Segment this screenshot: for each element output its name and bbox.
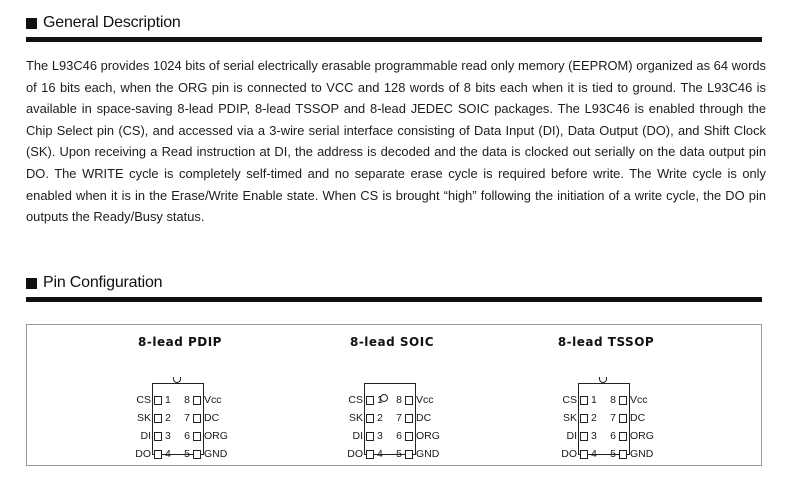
right-pin	[394, 447, 464, 461]
pin-configuration-header	[26, 272, 762, 302]
pin-name: Vcc	[204, 394, 222, 406]
pin-number: 8	[396, 394, 402, 406]
pin-lead-icon	[580, 414, 588, 423]
pin-number: 6	[396, 430, 402, 442]
pin-lead-icon	[580, 450, 588, 459]
general-description-text: The L93C46 provides 1024 bits of serial electrically erasable programmable read only memory (EEPROM) organized as 64 words of 16 bits each, when the ORG pin is connected to VCC and 128 words of 8 bits each when it is tied to ground. The L93C46 is available in space-saving 8-lead PDIP, 8-lead TSSOP and 8-lead JEDEC SOIC packages. The L93C46 is enabled through the Chip Select pin (CS), and accessed via a 3-wire serial interface consisting of Data Input (DI), Data Output (DO), and Shift Clock (SK). Upon receiving a Read instruction at DI, the address is decoded and the data is clocked out serially on the data output pin DO. The WRITE cycle is completely self-timed and no separate erase cycle is required before write. The Write cycle is only enabled when it is in the Erase/Write Enable state. When CS is brought “high” following the initiation of a write cycle, the DO pin outputs the Ready/Busy status.	[26, 58, 766, 225]
pin-number: 1	[377, 394, 383, 406]
pin-lead-icon	[366, 450, 374, 459]
pin-lead-icon	[366, 414, 374, 423]
pin-lead-icon	[366, 432, 374, 441]
right-pin	[394, 411, 464, 425]
general-description-header	[26, 12, 762, 42]
pin-name: SK	[348, 412, 363, 424]
pin-lead-icon	[154, 414, 162, 423]
right-pin	[182, 393, 252, 407]
pin-lead-icon	[154, 432, 162, 441]
pin-lead-icon	[619, 450, 627, 459]
pin-number: 4	[591, 448, 597, 460]
pin-number: 2	[591, 412, 597, 424]
pin-number: 6	[610, 430, 616, 442]
pin-lead-icon	[405, 414, 413, 423]
pin-name: DI	[140, 430, 151, 442]
pin-name: GND	[416, 448, 440, 460]
pin-lead-icon	[366, 396, 374, 405]
left-pin	[325, 429, 385, 443]
left-pin	[539, 447, 599, 461]
pin-number: 3	[591, 430, 597, 442]
section-marker-icon	[26, 18, 37, 29]
pin-name: GND	[204, 448, 228, 460]
pin-lead-icon	[619, 414, 627, 423]
left-pin	[539, 429, 599, 443]
pin-lead-icon	[405, 432, 413, 441]
pin-number: 7	[610, 412, 616, 424]
pin-number: 5	[396, 448, 402, 460]
pin-number: 1	[591, 394, 597, 406]
pin-name: DC	[416, 412, 432, 424]
pin-lead-icon	[405, 450, 413, 459]
pin-lead-icon	[405, 396, 413, 405]
right-pin	[608, 429, 678, 443]
section-title: Pin Configuration	[43, 274, 163, 291]
left-pin	[113, 393, 173, 407]
pin-name: DC	[204, 412, 220, 424]
chip-outline	[119, 377, 237, 461]
package-diagram	[521, 335, 691, 460]
pin-number: 4	[377, 448, 383, 460]
pin-name: DO	[347, 448, 363, 460]
left-pin	[113, 411, 173, 425]
pin-number: 8	[610, 394, 616, 406]
pin-number: 7	[184, 412, 190, 424]
pin-number: 5	[610, 448, 616, 460]
pin-name: CS	[348, 394, 363, 406]
right-pin	[608, 393, 678, 407]
pin-name: SK	[136, 412, 151, 424]
pin-number: 2	[377, 412, 383, 424]
left-pin	[325, 393, 385, 407]
pin-lead-icon	[193, 450, 201, 459]
pin-lead-icon	[580, 432, 588, 441]
pin-number: 7	[396, 412, 402, 424]
package-diagram	[95, 335, 265, 460]
pin-name: DI	[352, 430, 363, 442]
pin-name: GND	[630, 448, 654, 460]
pin-name: ORG	[630, 430, 654, 442]
pin-name: CS	[562, 394, 577, 406]
left-pin	[113, 447, 173, 461]
pin-lead-icon	[193, 432, 201, 441]
pin-number: 8	[184, 394, 190, 406]
pin-name: ORG	[204, 430, 228, 442]
pin-number: 6	[184, 430, 190, 442]
pin-number: 2	[165, 412, 171, 424]
right-pin	[394, 393, 464, 407]
package-title: 8-lead SOIC	[349, 335, 435, 349]
right-pin	[182, 447, 252, 461]
pin-lead-icon	[193, 414, 201, 423]
pin-name: ORG	[416, 430, 440, 442]
chip-outline	[545, 377, 663, 461]
pin-number: 3	[377, 430, 383, 442]
pin-number: 5	[184, 448, 190, 460]
section-title: General Description	[43, 14, 181, 31]
package-title: 8-lead TSSOP	[557, 335, 655, 349]
right-pin	[608, 411, 678, 425]
right-pin	[394, 429, 464, 443]
pin-name: CS	[136, 394, 151, 406]
pin-name: DO	[561, 448, 577, 460]
section-rule	[26, 37, 762, 42]
pin-lead-icon	[580, 396, 588, 405]
pin-configuration-box	[26, 324, 762, 466]
left-pin	[113, 429, 173, 443]
pin-name: DI	[566, 430, 577, 442]
left-pin	[325, 411, 385, 425]
pin-lead-icon	[154, 396, 162, 405]
package-title: 8-lead PDIP	[138, 335, 222, 349]
pin-name: Vcc	[416, 394, 434, 406]
pin-name: DO	[135, 448, 151, 460]
section-rule	[26, 297, 762, 302]
pin-number: 4	[165, 448, 171, 460]
pin-name: DC	[630, 412, 646, 424]
left-pin	[325, 447, 385, 461]
right-pin	[182, 411, 252, 425]
pin-lead-icon	[619, 396, 627, 405]
section-marker-icon	[26, 278, 37, 289]
chip-outline	[331, 377, 449, 461]
pin-number: 1	[165, 394, 171, 406]
right-pin	[608, 447, 678, 461]
pin-lead-icon	[154, 450, 162, 459]
pin-lead-icon	[193, 396, 201, 405]
pin-lead-icon	[619, 432, 627, 441]
pin-name: Vcc	[630, 394, 648, 406]
pin-number: 3	[165, 430, 171, 442]
left-pin	[539, 411, 599, 425]
package-diagram	[307, 335, 477, 460]
left-pin	[539, 393, 599, 407]
right-pin	[182, 429, 252, 443]
pin-name: SK	[562, 412, 577, 424]
